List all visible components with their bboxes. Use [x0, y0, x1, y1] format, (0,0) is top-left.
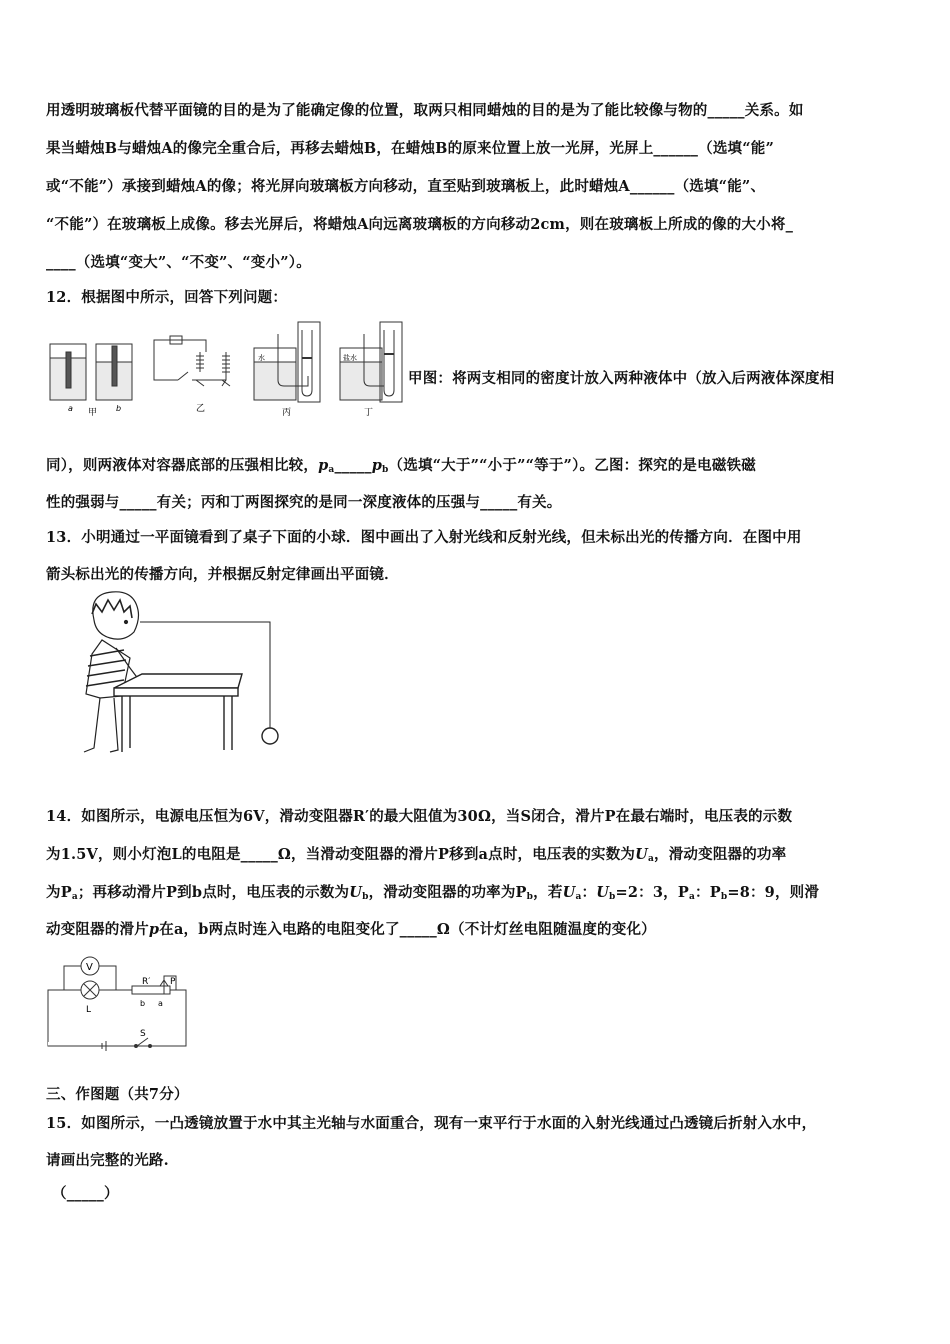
q12-title: 12．根据图中所示，回答下列问题：	[46, 289, 288, 306]
q14-l3f: ：P	[695, 884, 721, 901]
q12-line-2b: （选填“大于”“小于”“等于”）。乙图：探究的是电磁铁磁	[388, 457, 756, 474]
label-b: b	[116, 404, 122, 413]
q14-l3-sub-a2: a	[575, 892, 582, 902]
point-b-label: b	[140, 999, 146, 1008]
beaker-b	[96, 344, 132, 400]
table-drawing	[114, 674, 242, 752]
beaker-a	[50, 344, 86, 400]
label-bing: 丙	[282, 408, 292, 418]
q14-sub-a: a	[647, 854, 655, 864]
q14-l3c: ，滑动变阻器的功率为P	[368, 884, 527, 901]
q12-p-b: p	[371, 457, 383, 474]
q14-line-1: 14．如图所示，电源电压恒为6V，滑动变阻器R′的最大阻值为30Ω，当S闭合，滑片P在最右端时，电压表的示数	[46, 808, 793, 825]
section-3-title: 三、作图题（共7分）	[46, 1086, 189, 1103]
q11-line-5: ____（选填“变大”、“不变”、“变小”）。	[46, 254, 311, 271]
q14-line-2a: 为1.5V，则小灯泡L的电阻是_____Ω，当滑动变阻器的滑片P移到a点时，电压表的实数为	[46, 846, 636, 863]
q11-line-2: 果当蜡烛B与蜡烛A的像完全重合后，再移去蜡烛B，在蜡烛B的原来位置上放一光屏，光屏上______（选填“能”	[46, 140, 774, 157]
q13-line-1: 13．小明通过一平面镜看到了桌子下面的小球．图中画出了入射光线和反射光线，但未标出光的传播方向．在图中用	[46, 529, 802, 546]
q14-l3g: =8：9，则滑	[727, 884, 820, 901]
voltmeter-label: V	[86, 962, 93, 973]
q14-line-2b: ，滑动变阻器的功率	[654, 846, 787, 863]
q14-line-3	[46, 883, 916, 907]
q13-figure	[74, 590, 284, 760]
q14-l3-sub-b2: b	[526, 892, 534, 902]
q14-l3-sub-a3: a	[688, 892, 696, 902]
q14-l3-sub-b3: b	[609, 892, 616, 902]
label-jia: 甲	[88, 408, 98, 418]
q12-blank: _____	[334, 457, 372, 474]
lamp-label: L	[86, 1005, 92, 1015]
q14-l3-sub-b4: b	[720, 892, 728, 902]
pressure-setup-bing	[254, 322, 320, 402]
q15-line-2: 请画出完整的光路.	[46, 1152, 169, 1169]
q11-line-1: 用透明玻璃板代替平面镜的目的是为了能确定像的位置，取两只相同蜡烛的目的是为了能比较像与物的_____关系。如	[46, 102, 804, 119]
q14-l3-U-b: U	[349, 884, 363, 901]
label-ding: 丁	[364, 408, 374, 418]
label-a: a	[68, 404, 73, 413]
q14-U-a: U	[635, 846, 648, 863]
q14-l3-U-b2: U	[596, 884, 610, 901]
q14-p-slider: p	[148, 921, 160, 938]
label-yi: 乙	[196, 404, 206, 414]
q12-sub-a: a	[328, 465, 335, 475]
q14-line-4	[46, 920, 916, 940]
switch-label: S	[140, 1029, 146, 1039]
q14-l3a: 为P	[46, 884, 72, 901]
q12-figure	[46, 318, 406, 422]
q14-l3-sub-b: b	[362, 892, 369, 902]
q15-answer-blank: （_____）	[52, 1185, 119, 1202]
q14-line-2	[46, 845, 916, 869]
electromagnet-circuit	[154, 336, 230, 386]
q13-line-2: 箭头标出光的传播方向，并根据反射定律画出平面镜．	[46, 566, 399, 583]
q14-l3-sub-a: a	[71, 892, 78, 902]
switch	[137, 1038, 148, 1046]
q12-line-2a: 同），则两液体对容器底部的压强相比较，	[46, 457, 319, 474]
pressure-setup-ding	[340, 322, 402, 402]
point-a-label: a	[158, 999, 163, 1008]
q11-line-4: “不能”）在玻璃板上成像。移去光屏后，将蜡烛A向远离玻璃板的方向移动2cm，则在玻璃板上所成的像的大小将_	[46, 216, 794, 233]
ball	[262, 728, 278, 744]
q14-l3d: ，若	[533, 884, 563, 901]
q14-l4b: 在a，b两点时连入电路的电阻变化了_____Ω（不计灯丝电阻随温度的变化）	[159, 921, 656, 938]
rheostat-label: R′	[142, 977, 151, 987]
q14-l3-colon: ：	[581, 884, 597, 901]
q14-l3b: ；再移动滑片P到b点时，电压表的示数为	[77, 884, 350, 901]
q14-l4a: 动变阻器的滑片	[46, 921, 149, 938]
q14-l3-U-a2: U	[562, 884, 576, 901]
circuit-wire	[48, 990, 186, 1046]
q12-p-a: p	[318, 457, 329, 474]
q14-circuit-figure	[44, 950, 190, 1054]
q12-sub-b: b	[382, 465, 389, 475]
q12-line-2	[46, 456, 916, 480]
label-water: 水	[258, 354, 265, 362]
slider-label: P	[170, 977, 176, 987]
label-salt-water: 盐水	[343, 354, 357, 362]
q12-inline-text: 甲图：将两支相同的密度计放入两种液体中（放入后两液体深度相	[408, 370, 835, 387]
q15-line-1: 15．如图所示，一凸透镜放置于水中其主光轴与水面重合，现有一束平行于水面的入射光线通过凸透镜后折射入水中，	[46, 1115, 817, 1132]
q11-line-3: 或“不能”）承接到蜡烛A的像；将光屏向玻璃板方向移动，直至贴到玻璃板上，此时蜡烛A______（选填“能”、	[46, 178, 766, 195]
q12-line-3: 性的强弱与_____有关；丙和丁两图探究的是同一深度液体的压强与_____有关。	[46, 494, 562, 511]
boy-drawing	[84, 592, 142, 752]
q14-l3e: =2：3，P	[615, 884, 689, 901]
